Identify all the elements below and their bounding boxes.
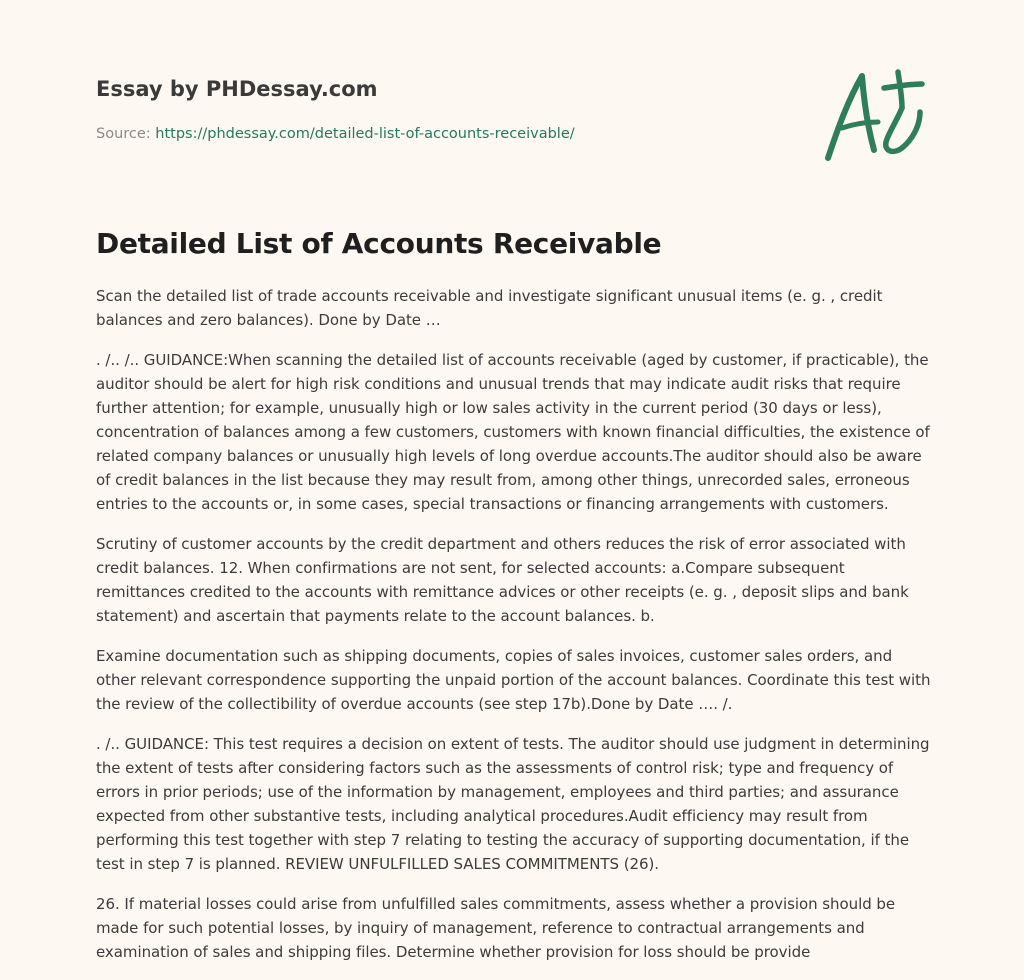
source-line — [96, 124, 796, 144]
article-title: Detailed List of Accounts Receivable — [96, 227, 662, 260]
paragraph: Scan the detailed list of trade accounts receivable and investigate significant unusual items (e. g. , credit balances and zero balances). Done by Date … — [96, 287, 883, 329]
paragraph: . /.. GUIDANCE: This test requires a decision on extent of tests. The auditor should use judgment in determining the extent of tests after considering factors such as the assessments of control risk; type and frequency of errors in prior periods; use of the information by management, employees and third parties; and assurance expected from other substantive tests, including analytical procedures.Audit efficiency may result from performing this test together with step 7 relating to testing the accuracy of supporting documentation, if the test in step 7 is planned. REVIEW UNFULFILLED SALES COMMITMENTS (26). — [96, 735, 930, 873]
paragraph: Examine documentation such as shipping documents, copies of sales invoices, customer sales orders, and other relevant correspondence supporting the unpaid portion of the account balances. Coordinate this test with the review of the collectibility of overdue accounts (see step 17b).Done by Date …. /. — [96, 647, 931, 713]
a-plus-logo-icon — [818, 66, 930, 166]
paragraph: 26. If material losses could arise from unfulfilled sales commitments, assess whether a provision should be made for such potential losses, by inquiry of management, reference to contractual arrangements and examination of sales and shipping files. Determine whether provision for loss should be provide — [96, 895, 896, 961]
paragraph: . /.. /.. GUIDANCE:When scanning the detailed list of accounts receivable (aged by customer, if practicable), the auditor should be alert for high risk conditions and unusual trends that may indicate audit risks that require further attention; for example, unusually high or low sales activity in the current period (30 days or less), concentration of balances among a few customers, customers with known financial difficulties, the existence of related company balances or unusually high levels of long overdue accounts.The auditor should also be aware of credit balances in the list because they may result from, among other things, unrecorded sales, erroneous entries to the accounts or, in some cases, special transactions or financing arrangements with customers. — [96, 351, 930, 513]
page-header — [96, 74, 796, 144]
source-label: Source: — [96, 126, 151, 142]
paragraph: Scrutiny of customer accounts by the credit department and others reduces the risk of error associated with credit balances. 12. When confirmations are not sent, for selected accounts: a.Compare subsequent remittances credited to the accounts with remittance advices or other receipts (e. g. , deposit slips and bank statement) and ascertain that payments relate to the account balances. b. — [96, 535, 909, 625]
source-link[interactable]: https://phdessay.com/detailed-list-of-accounts-receivable/ — [155, 126, 575, 142]
article-body — [96, 284, 932, 980]
site-brand: Essay by PHDessay.com — [96, 77, 378, 101]
